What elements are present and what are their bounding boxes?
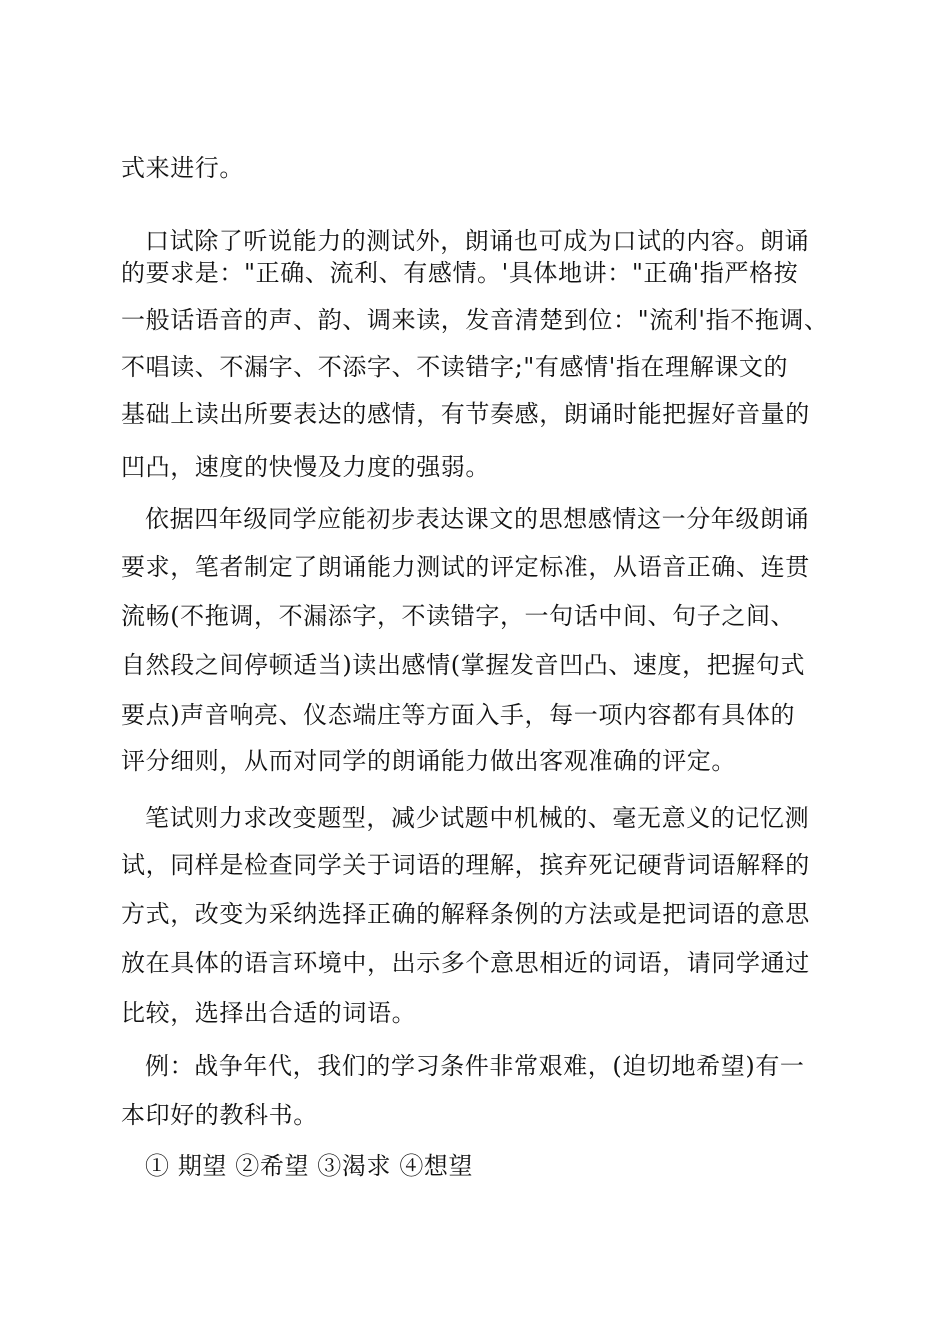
answer-options-line: ① 期望 ②希望 ③渴求 ④想望 [145, 1152, 474, 1180]
text-line: 不唱读、不漏字、不添字、不读错字;"有感情'指在理解课文的 [121, 353, 789, 381]
text-line: 比较，选择出合适的词语。 [121, 999, 417, 1027]
text-line: 放在具体的语言环境中，出示多个意思相近的词语，请同学通过 [121, 949, 810, 977]
paragraph-start-line: 笔试则力求改变题型，减少试题中机械的、毫无意义的记忆测 [145, 804, 810, 832]
text-line: 要求，笔者制定了朗诵能力测试的评定标准，从语音正确、连贯 [121, 553, 810, 581]
text-line: 凹凸，速度的快慢及力度的强弱。 [121, 453, 490, 481]
text-line: 评分细则，从而对同学的朗诵能力做出客观准确的评定。 [121, 747, 736, 775]
paragraph-start-line: 例：战争年代，我们的学习条件非常艰难，(迫切地希望)有一 [145, 1052, 805, 1080]
text-line: 基础上读出所要表达的感情，有节奏感，朗诵时能把握好音量的 [121, 400, 810, 428]
paragraph-start-line: 口试除了听说能力的测试外，朗诵也可成为口试的内容。朗诵 [145, 227, 810, 255]
text-line: 自然段之间停顿适当)读出感情(掌握发音凹凸、速度，把握句式 [121, 651, 806, 679]
text-line: 式来进行。 [121, 154, 244, 182]
text-line: 的要求是："正确、流利、有感情。'具体地讲："正确'指严格按 [121, 259, 799, 287]
paragraph-start-line: 依据四年级同学应能初步表达课文的思想感情这一分年级朗诵 [145, 505, 810, 533]
text-line: 一般话语音的声、韵、调来读，发音清楚到位："流利'指不拖调、 [121, 306, 829, 334]
text-line: 试，同样是检查同学关于词语的理解，摈弃死记硬背词语解释的 [121, 851, 810, 879]
text-line: 方式，改变为采纳选择正确的解释条例的方法或是把词语的意思 [121, 900, 810, 928]
text-line: 要点)声音响亮、仪态端庄等方面入手，每一项内容都有具体的 [121, 701, 796, 729]
text-line: 流畅(不拖调，不漏添字，不读错字，一句话中间、句子之间、 [121, 602, 796, 630]
text-line: 本印好的教科书。 [121, 1101, 318, 1129]
